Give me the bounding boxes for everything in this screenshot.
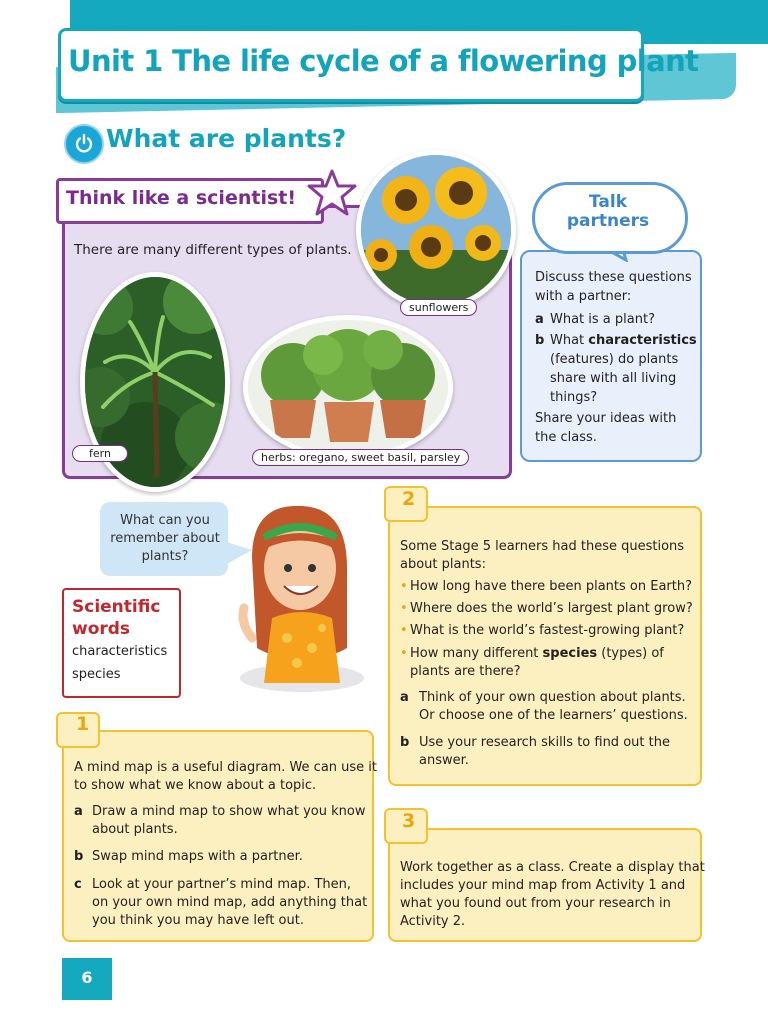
sci-title-line1: Scientific <box>72 597 161 617</box>
talk-b-pre: What <box>550 333 589 348</box>
talk-b-line1 <box>550 331 697 350</box>
activity-3-line4: Activity 2. <box>400 914 466 929</box>
scientific-word: characteristics <box>72 644 168 659</box>
activity-1-intro-line2: to show what we know about a topic. <box>74 778 317 793</box>
activity-2-a-label: a <box>400 690 409 705</box>
activity-1-c-line3: you think you may have left out. <box>92 913 304 928</box>
talk-a-text: What is a plant? <box>550 312 655 327</box>
activity-1-a-label: a <box>74 804 83 819</box>
sci-title-line2: words <box>72 619 131 639</box>
talk-a-label: a <box>535 312 544 327</box>
scientific-word: species <box>72 667 121 682</box>
activity-1-c-label: c <box>74 877 82 892</box>
activity-1-b-label: b <box>74 849 84 864</box>
activity-1-a-line2: about plants. <box>92 822 178 837</box>
talk-intro-line1: Discuss these questions <box>535 270 692 285</box>
thought-line1: What can you <box>120 513 210 528</box>
activity-2-a-line2: Or choose one of the learners’ questions. <box>419 708 688 723</box>
bullet-icon: • <box>400 579 408 594</box>
activity-2-number: 2 <box>402 488 416 510</box>
scientific-words-title <box>72 596 160 640</box>
activity-2-intro-line2: about plants: <box>400 557 486 572</box>
activity-3-line3: what you found out from your research in <box>400 896 671 911</box>
activity-3-number: 3 <box>402 810 416 832</box>
talk-title-line2: partners <box>566 211 650 231</box>
activity-3-line2: includes your mind map from Activity 1 and <box>400 878 686 893</box>
bullet-4-bold: species <box>542 646 598 661</box>
talk-b-line4: things? <box>550 390 598 405</box>
activity-3-line1: Work together as a class. Create a display that <box>400 860 705 875</box>
bullet-icon: • <box>400 601 408 616</box>
power-icon <box>64 124 104 164</box>
think-title: Think like a scientist! <box>66 187 297 209</box>
girl-illustration <box>222 498 372 698</box>
activity-2-bullet-4 <box>410 645 664 663</box>
activity-2-a-line1: Think of your own question about plants. <box>419 690 686 705</box>
talk-share-line2: the class. <box>535 430 597 445</box>
activity-2-bullet-3: What is the world’s fastest-growing plant? <box>410 623 685 638</box>
bullet-4-post: (types) of <box>597 646 664 661</box>
talk-title-line1: Talk <box>588 192 627 212</box>
activity-1-intro-line1: A mind map is a useful diagram. We can use it <box>74 760 378 775</box>
activity-2-b-label: b <box>400 735 410 750</box>
thought-line2: remember about <box>110 531 220 546</box>
bullet-icon: • <box>400 623 408 638</box>
activity-1-number: 1 <box>76 713 90 735</box>
fern-caption: fern <box>72 445 128 462</box>
sunflowers-photo <box>356 150 516 310</box>
thought-text <box>104 512 226 566</box>
activity-1-c-line2: on your own mind map, add anything that <box>92 895 368 910</box>
think-intro: There are many different types of plants. <box>74 242 352 258</box>
thought-line3: plants? <box>141 549 189 564</box>
activity-1-c-line1: Look at your partner’s mind map. Then, <box>92 877 352 892</box>
unit-title: Unit 1 The life cycle of a flowering plant <box>68 44 699 78</box>
section-title: What are plants? <box>106 124 347 153</box>
bullet-icon: • <box>400 646 408 661</box>
talk-b-bold: characteristics <box>588 333 697 348</box>
sunflowers-caption: sunflowers <box>400 299 477 316</box>
activity-1-b-line1: Swap mind maps with a partner. <box>92 849 303 864</box>
activity-2-intro-line1: Some Stage 5 learners had these questions <box>400 539 685 554</box>
activity-2-bullet-4-line2: plants are there? <box>410 664 521 679</box>
talk-partners-title <box>560 193 656 231</box>
talk-b-line2: (features) do plants <box>550 352 679 367</box>
activity-2-bullet-1: How long have there been plants on Earth? <box>410 579 693 594</box>
talk-share-line1: Share your ideas with <box>535 411 677 426</box>
talk-b-line3: share with all living <box>550 371 677 386</box>
herbs-caption: herbs: oregano, sweet basil, parsley <box>252 449 469 466</box>
talk-intro-line2: with a partner: <box>535 289 632 304</box>
page-number: 6 <box>81 968 93 987</box>
activity-2-b-line2: answer. <box>419 753 469 768</box>
star-icon <box>302 168 358 220</box>
activity-2-b-line1: Use your research skills to find out the <box>419 735 670 750</box>
activity-1-a-line1: Draw a mind map to show what you know <box>92 804 366 819</box>
herbs-photo <box>243 315 453 460</box>
talk-b-label: b <box>535 333 545 348</box>
activity-2-bullet-2: Where does the world’s largest plant grow? <box>410 601 693 616</box>
bullet-4-pre: How many different <box>410 646 543 661</box>
